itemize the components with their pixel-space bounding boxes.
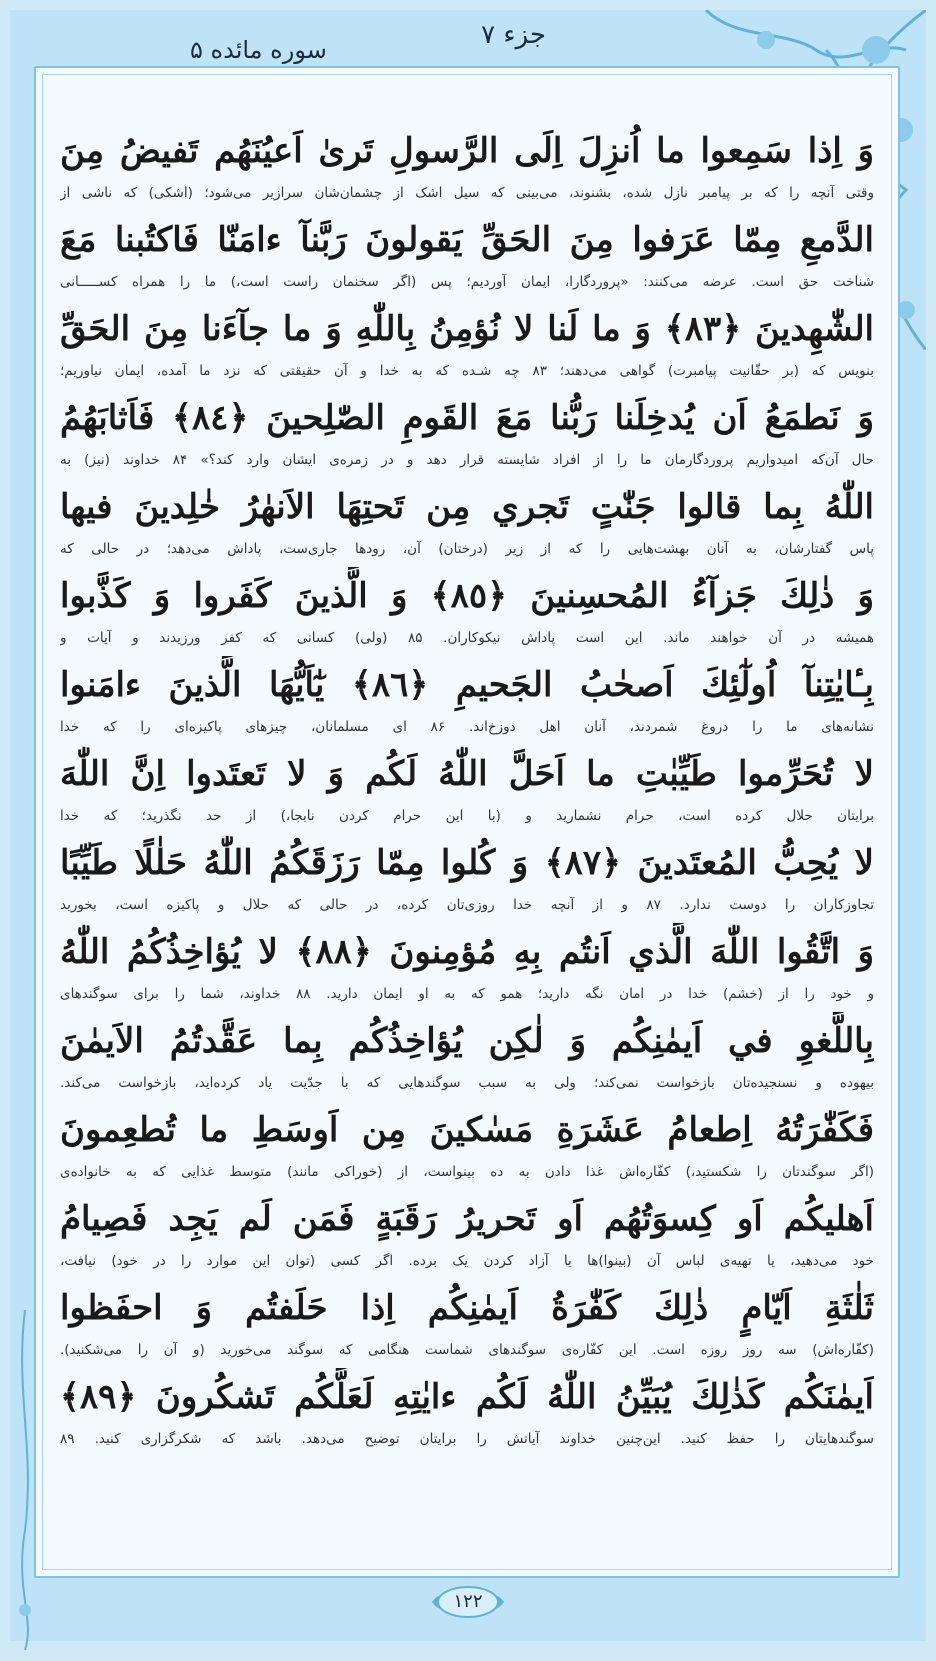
verse-line — [60, 300, 874, 389]
arabic-text: وَ نَطمَعُ اَن يُدخِلَنا رَبُّنا مَعَ القَومِ الصّٰلِحينَ ﴿٨٤﴾ فَاَثابَهُمُ — [60, 398, 874, 438]
arabic-text: الدَّمعِ مِمّا عَرَفوا مِنَ الحَقِّ يَقولونَ رَبَّنآ ءامَنّا فَاكتُبنا مَعَ — [60, 220, 874, 260]
arabic-text: اَهليكُم اَو كِسوَتُهُم اَو تَحريرُ رَقَبَةٍ فَمَن لَم يَجِد فَصِيامُ — [60, 1199, 874, 1239]
arabic-text: وَ ذٰلِكَ جَزآءُ المُحسِنينَ ﴿٨٥﴾ وَ الَّذينَ كَفَروا وَ كَذَّبوا — [60, 576, 874, 616]
verse-line — [60, 1368, 874, 1457]
arabic-text: ثَلٰثَةِ اَيّامٍ ذٰلِكَ كَفّٰرَةُ اَيمٰنِكُم اِذا حَلَفتُم وَ احفَظوا — [60, 1288, 874, 1328]
arabic-text: بِـٔايٰتِنآ اُولٰٓئِكَ اَصحٰبُ الجَحيمِ ﴿٨٦﴾ يٰٓاَيُّهَا الَّذينَ ءامَنوا — [60, 665, 874, 705]
verse-line — [60, 389, 874, 478]
verse-line — [60, 1279, 874, 1368]
verse-line — [60, 1101, 874, 1190]
arabic-text: وَ اِذا سَمِعوا ما اُنزِلَ اِلَى الرَّسولِ تَرىٰ اَعيُنَهُم تَفيضُ مِنَ — [60, 131, 874, 171]
arabic-text: لا تُحَرِّموا طَيِّبٰتِ ما اَحَلَّ اللّٰهُ لَكُم وَ لا تَعتَدوا اِنَّ اللّٰهَ — [60, 754, 874, 794]
persian-translation: برایتان حلال کرده است، حرام نشمارید و (با این حرام کردن نابجا،) از حد نگذرید؛ که خدا — [60, 808, 874, 824]
verse-line — [60, 211, 874, 300]
arabic-text: فَكَفّٰرَتُهُ اِطعامُ عَشَرَةِ مَسٰكينَ مِن اَوسَطِ ما تُطعِمونَ — [60, 1110, 874, 1150]
verse-line — [60, 745, 874, 834]
persian-translation: بیهوده و نسنجیده‌تان بازخواست نمی‌کند؛ ولی به سبب سوگندهایی که با جدّیت یاد کرده‌اید، بازخواست می‌کند. — [60, 1075, 874, 1091]
verse-line — [60, 567, 874, 656]
persian-translation: (کفّاره‌اش) سه روز روزه است. این کفّاره‌ی سوگندهای شماست هنگامی که سوگند می‌خورید (و آن را می‌شکنید). — [60, 1342, 874, 1358]
arabic-text: وَ اتَّقُوا اللّٰهَ الَّذي اَنتُم بِهِ مُؤمِنونَ ﴿٨٨﴾ لا يُؤاخِذُكُمُ اللّٰهُ — [60, 932, 874, 972]
arabic-text: الشّٰهِدينَ ﴿٨٣﴾ وَ ما لَنا لا نُؤمِنُ بِاللّٰهِ وَ ما جآءَنا مِنَ الحَقِّ — [60, 309, 874, 349]
verse-line — [60, 478, 874, 567]
verse-line — [60, 122, 874, 211]
arabic-text: بِاللَّغوِ في اَيمٰنِكُم وَ لٰكِن يُؤاخِذُكُم بِما عَقَّدتُمُ الاَيمٰنَ — [60, 1021, 874, 1061]
persian-translation: سوگندهایتان را حفظ کنید. این‌چنین خداوند آیاتش را برایتان توضیح می‌دهد. باشد که شکرگزاری کنید. ۸۹ — [60, 1431, 874, 1447]
arabic-text: اللّٰهُ بِما قالوا جَنّٰتٍ تَجري مِن تَحتِهَا الاَنهٰرُ خٰلِدينَ فيها — [60, 487, 874, 527]
page-number: ۱۲۲ — [453, 1591, 483, 1612]
verse-line — [60, 1190, 874, 1279]
persian-translation: حال آن‌که امیدواریم پروردگارمان ما را از افراد شایسته قرار دهد و در زمره‌ی ایشان وارد کند؟» ۸۴ خداوند (نیز) به — [60, 452, 874, 468]
persian-translation: وقتی آنچه را که بر پیامبر نازل شده، بشنوند، می‌بینی که سیل اشک از چشمان‌شان سرازیر می‌شود؛ (اشکی) که ناشی از — [60, 185, 874, 201]
persian-translation: تجاوزکاران را دوست ندارد. ۸۷ و از آنچه خدا روزی‌تان کرده، در حالی که حلال و پاکیزه است، بخورید — [60, 897, 874, 913]
arabic-text: لا يُحِبُّ المُعتَدينَ ﴿٨٧﴾ وَ كُلوا مِمّا رَزَقَكُمُ اللّٰهُ حَلٰلًا طَيِّبًا — [60, 843, 874, 883]
persian-translation: پاس گفتارشان، به آنان بهشت‌هایی را که از زیر (درختان) آن، رودها جاری‌ست، پاداش می‌دهد؛ در حالی که — [60, 541, 874, 557]
persian-translation: خود می‌دهید، یا تهیه‌ی لباس آن (بینوا)ها یا آزاد کردن یک برده. اگر کسی (توان این موارد را در خود) نیافت، — [60, 1253, 874, 1269]
verse-line — [60, 656, 874, 745]
persian-translation: شناخت حق است. عرضه می‌کنند: «پروردگارا، ایمان آوردیم؛ پس (اگر سخنمان راست است،) ما را همراه کســـــانی — [60, 274, 874, 290]
text-page — [34, 66, 900, 1578]
verse-line — [60, 923, 874, 1012]
page-number-badge — [428, 1582, 508, 1622]
persian-translation: بنویس که (بر حقّانیت پیامبرت) گواهی می‌دهند؛ ۸۳ چه شـده که به خدا و آن حقیقتی که نزد ما آمده، ایمان نیاوریم؛ — [60, 363, 874, 379]
persian-translation: و خود را از (خشم) خدا در امان نگه دارید؛ همو که به او ایمان دارید. ۸۸ خداوند، شما را برای سوگندهای — [60, 986, 874, 1002]
arabic-text: اَيمٰنَكُم كَذٰلِكَ يُبَيِّنُ اللّٰهُ لَكُم ءايٰتِهِ لَعَلَّكُم تَشكُرونَ ﴿٨٩﴾ — [60, 1377, 874, 1417]
page-header — [0, 16, 936, 66]
persian-translation: نشانه‌های ما را دروغ شمردند، آنان اهل دوزخ‌اند. ۸۶ ای مسلمانان، چیزهای پاکیزه‌ای را که خدا — [60, 719, 874, 735]
surah-label: سوره مائده ۵ — [190, 36, 327, 64]
persian-translation: (اگر سوگندتان را شکستید،) کفّاره‌اش غذا دادن به ده بینواست، از (خوراکی مانند) متوسط غذایی که به خانواده‌ی — [60, 1164, 874, 1180]
verse-lines — [60, 122, 874, 1457]
verse-line — [60, 1012, 874, 1101]
verse-line — [60, 834, 874, 923]
juz-label: جزء ۷ — [481, 20, 546, 50]
persian-translation: همیشه در آن خواهند ماند. این است پاداش نیکوکاران. ۸۵ (ولی) کسانی که کفر ورزیدند و آیات و — [60, 630, 874, 646]
